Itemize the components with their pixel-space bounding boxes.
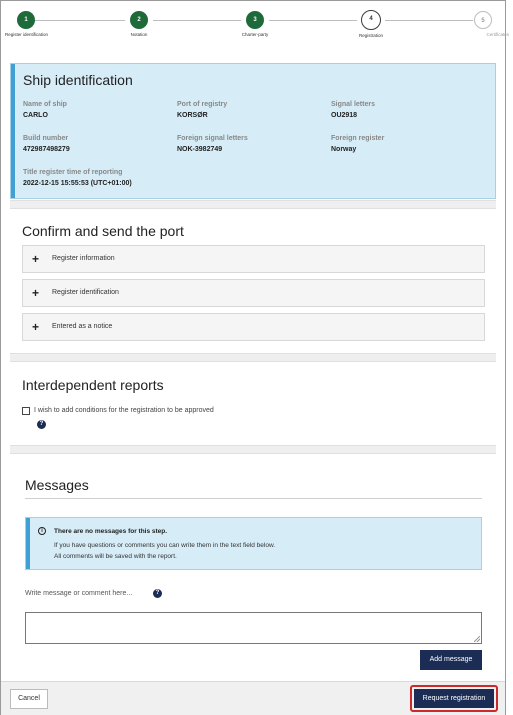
accordion-register-identification[interactable] — [22, 279, 485, 307]
ship-identification-panel — [10, 63, 496, 199]
confirm-section-title: Confirm and send the port — [22, 223, 184, 239]
field-label: Foreign register — [331, 135, 385, 142]
signal-letters-field — [331, 101, 375, 119]
info-title: There are no messages for this step. — [54, 528, 168, 535]
messages-section-title: Messages — [25, 477, 89, 493]
accordion-register-information[interactable] — [22, 245, 485, 273]
accordion-label: Entered as a notice — [52, 323, 113, 330]
step-certificates[interactable] — [453, 11, 513, 38]
field-value: 472987498279 — [23, 146, 70, 153]
interdependent-section-title: Interdependent reports — [22, 377, 164, 393]
footer-bar — [1, 681, 505, 715]
cancel-button[interactable]: Cancel — [10, 689, 48, 709]
plus-icon: + — [32, 252, 40, 266]
accordion-label: Register identification — [52, 289, 119, 296]
no-messages-info-box — [25, 517, 482, 570]
messages-rule — [25, 498, 482, 499]
info-text: All comments will be saved with the report. — [54, 553, 177, 560]
field-value: CARLO — [23, 112, 48, 119]
field-label: Signal letters — [331, 101, 375, 108]
resize-handle-icon[interactable] — [474, 636, 480, 642]
field-label: Build number — [23, 135, 69, 142]
step-number: 3 — [246, 11, 264, 29]
step-number: 5 — [474, 11, 492, 29]
foreign-register-field — [331, 135, 384, 153]
field-label: Name of ship — [23, 101, 67, 108]
plus-icon: + — [32, 320, 40, 334]
request-registration-highlight — [410, 685, 498, 712]
field-value: 2022-12-15 15:55:53 (UTC+01:00) — [23, 180, 132, 187]
request-registration-button[interactable]: Request registration — [414, 689, 494, 708]
step-number: 1 — [17, 11, 35, 29]
accordion-label: Register information — [52, 255, 115, 262]
accordion-entered-as-notice[interactable] — [22, 313, 485, 341]
info-accent-bar — [26, 518, 30, 569]
plus-icon: + — [32, 286, 40, 300]
title-register-time-field — [23, 169, 132, 187]
step-charter-party[interactable] — [225, 11, 285, 38]
build-number-field — [23, 135, 70, 153]
port-of-registry-field — [177, 101, 227, 119]
step-number: 2 — [130, 11, 148, 29]
field-label: Port of registry — [177, 101, 228, 108]
section-divider — [10, 200, 496, 209]
step-register-identification[interactable] — [0, 11, 56, 38]
panel-accent-bar — [11, 64, 15, 198]
step-label: Registration — [358, 33, 383, 38]
question-circle-icon[interactable]: ? — [153, 589, 162, 598]
field-label: Foreign signal letters — [177, 135, 248, 142]
field-value: OU2918 — [331, 112, 358, 119]
field-label: Title register time of reporting — [23, 169, 123, 176]
info-text: If you have questions or comments you can write them in the text field below. — [54, 542, 276, 549]
message-field-label: Write message or comment here... — [25, 590, 133, 597]
ship-identification-title: Ship identification — [23, 72, 133, 88]
step-notation[interactable] — [109, 11, 169, 38]
step-label: Notation — [130, 32, 148, 37]
field-value: Norway — [331, 146, 357, 153]
name-of-ship-field — [23, 101, 67, 119]
step-number: 4 — [361, 10, 381, 30]
section-divider — [10, 445, 496, 454]
section-divider — [10, 353, 496, 362]
step-registration[interactable] — [341, 11, 401, 39]
add-message-button[interactable]: Add message — [420, 650, 482, 670]
step-label: Certificates — [486, 32, 509, 37]
foreign-signal-letters-field — [177, 135, 248, 153]
progress-stepper — [1, 1, 509, 59]
field-value: KORSØR — [177, 112, 208, 119]
field-value: NOK-3982749 — [177, 146, 223, 153]
conditions-checkbox[interactable] — [22, 407, 30, 415]
step-label: Charter-party — [241, 32, 269, 37]
message-textarea[interactable] — [25, 612, 482, 644]
conditions-checkbox-label: I wish to add conditions for the registration to be approved — [34, 407, 214, 414]
info-circle-icon: i — [38, 527, 46, 535]
question-circle-icon[interactable]: ? — [37, 420, 46, 429]
step-label: Register identification — [5, 32, 49, 37]
